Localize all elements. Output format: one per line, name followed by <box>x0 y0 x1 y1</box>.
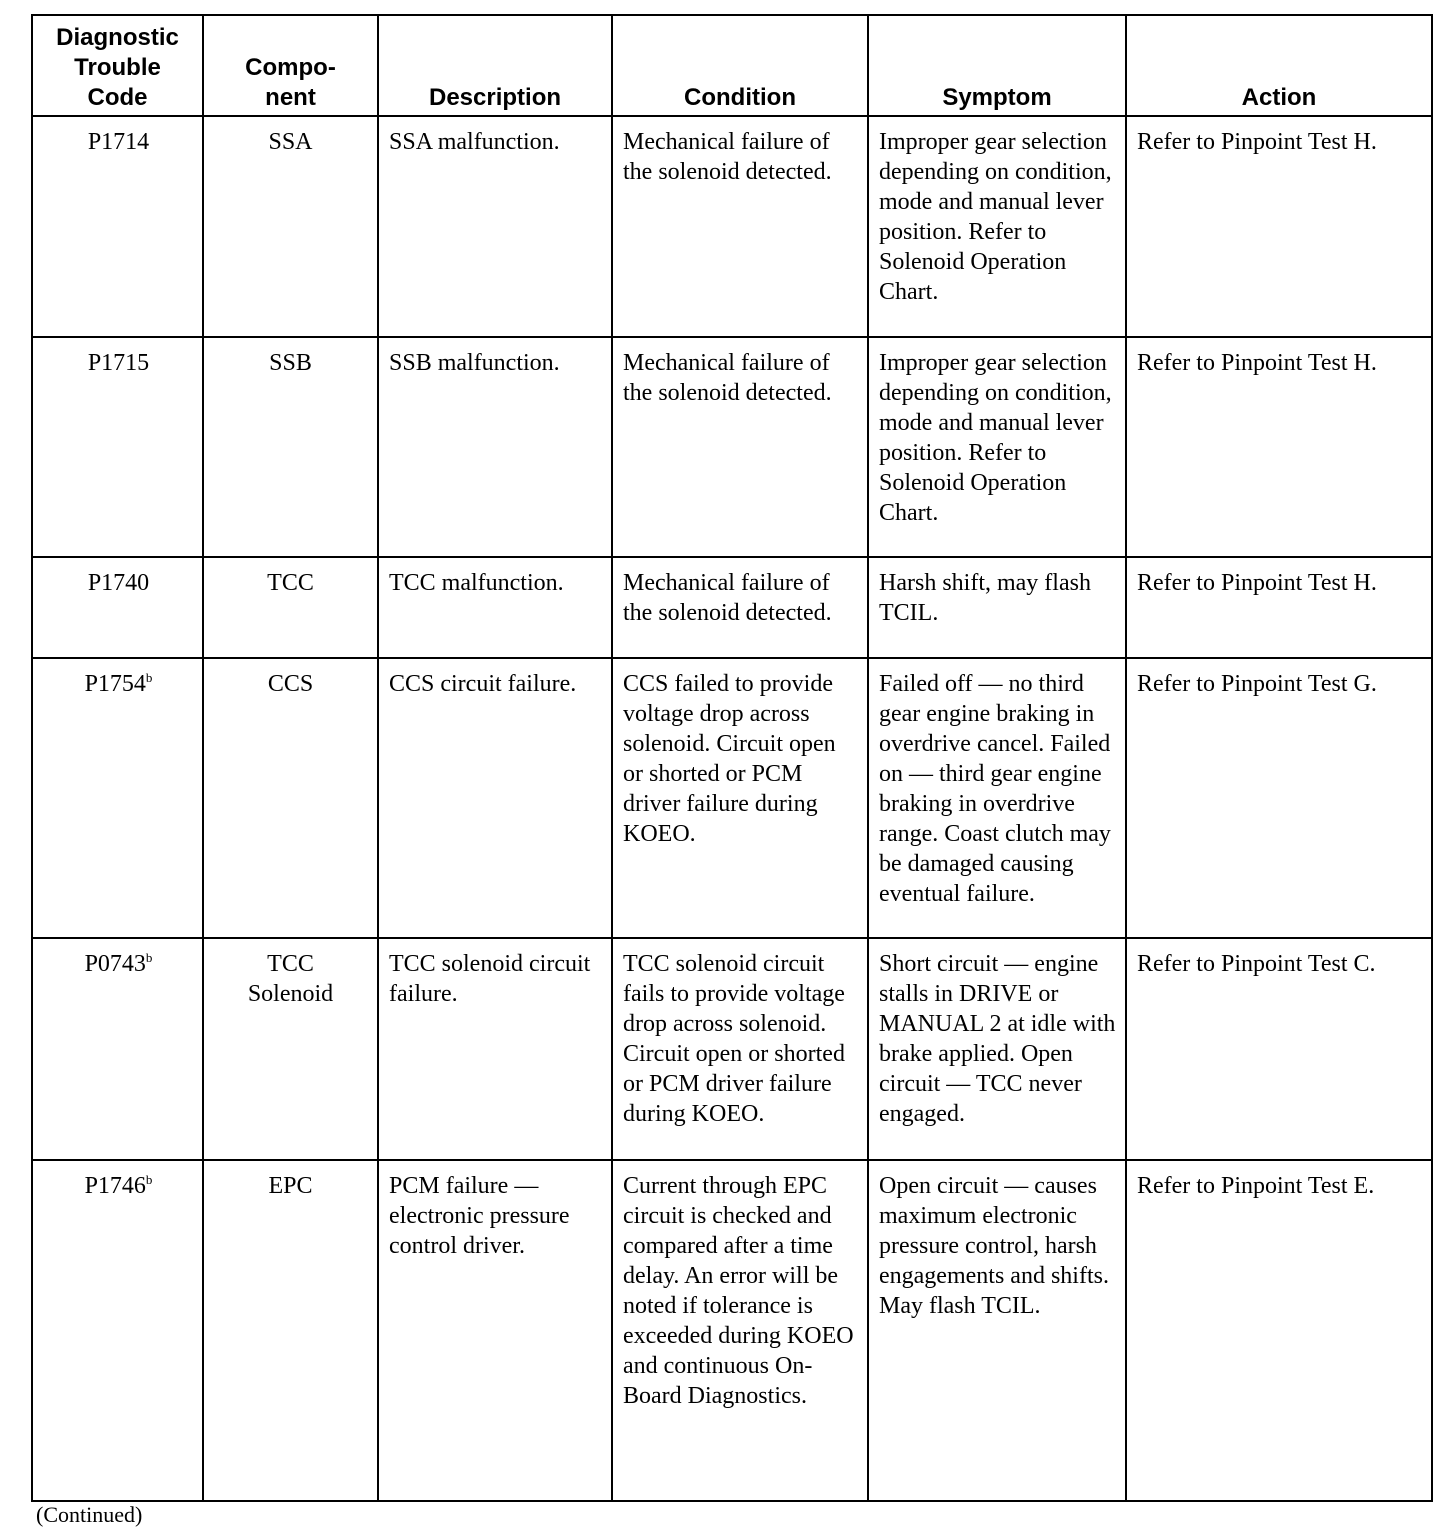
table-row <box>32 337 1432 557</box>
action-text: Refer to Pinpoint Test H. <box>1137 350 1377 376</box>
header-description: Description <box>378 15 612 116</box>
cell-symptom <box>868 658 1126 938</box>
cell-description <box>378 1160 612 1501</box>
description-text: CCS circuit failure. <box>389 671 577 697</box>
description-text: SSB malfunction. <box>389 350 560 376</box>
header-condition: Condition <box>612 15 868 116</box>
cell-component <box>203 938 378 1160</box>
description-text: TCC solenoid circuit failure. <box>389 951 591 1007</box>
cell-symptom <box>868 337 1126 557</box>
table-header-row <box>32 15 1432 116</box>
condition-text: Mechanical failure of the solenoid detected. <box>623 570 832 626</box>
condition-text: TCC solenoid circuit fails to provide voltage drop across solenoid. Circuit open or shorted or PCM driver failure during KOEO. <box>623 951 845 1127</box>
action-text: Refer to Pinpoint Test E. <box>1137 1173 1375 1199</box>
header-symptom: Symptom <box>868 15 1126 116</box>
component-text: TCC <box>267 570 314 596</box>
header-action: Action <box>1126 15 1432 116</box>
cell-component <box>203 557 378 658</box>
symptom-text: Open circuit — causes maximum electronic pressure control, harsh engagements and shifts. May flash TCIL. <box>879 1173 1109 1319</box>
cell-condition <box>612 116 868 337</box>
code-text: P0743 <box>84 951 146 977</box>
symptom-text: Short circuit — engine stalls in DRIVE or MANUAL 2 at idle with brake applied. Open circuit — TCC never engaged. <box>879 951 1116 1127</box>
cell-symptom <box>868 1160 1126 1501</box>
action-text: Refer to Pinpoint Test G. <box>1137 671 1377 697</box>
cell-symptom <box>868 116 1126 337</box>
code-text: P1754 <box>84 671 146 697</box>
cell-action <box>1126 557 1432 658</box>
dtc-table <box>31 14 1433 1502</box>
continued-note: (Continued) <box>36 1502 143 1527</box>
header-code: Diagnostic Trouble Code <box>32 15 203 116</box>
description-text: TCC malfunction. <box>389 570 564 596</box>
cell-symptom <box>868 557 1126 658</box>
cell-condition <box>612 1160 868 1501</box>
component-text: CCS <box>267 671 314 697</box>
cell-description <box>378 658 612 938</box>
action-text: Refer to Pinpoint Test H. <box>1137 129 1377 155</box>
symptom-text: Improper gear selection depending on condition, mode and manual lever position. Refer to Solenoid Operation Chart. <box>879 350 1112 526</box>
footnote-marker: b <box>145 950 153 965</box>
cell-action <box>1126 1160 1432 1501</box>
condition-text: Mechanical failure of the solenoid detected. <box>623 350 832 406</box>
component-text: TCC Solenoid <box>247 951 334 1007</box>
table-row <box>32 658 1432 938</box>
cell-code <box>32 337 203 557</box>
description-text: SSA malfunction. <box>389 129 560 155</box>
condition-text: Current through EPC circuit is checked and compared after a time delay. An error will be noted if tolerance is exceeded during KOEO and continuous On-Board Diagnostics. <box>623 1173 854 1409</box>
action-text: Refer to Pinpoint Test C. <box>1137 951 1376 977</box>
table-row <box>32 557 1432 658</box>
action-text: Refer to Pinpoint Test H. <box>1137 570 1377 596</box>
cell-component <box>203 1160 378 1501</box>
cell-action <box>1126 938 1432 1160</box>
cell-description <box>378 557 612 658</box>
cell-code <box>32 557 203 658</box>
table-row <box>32 116 1432 337</box>
footnote-marker: b <box>145 670 153 685</box>
cell-description <box>378 337 612 557</box>
code-text: P1746 <box>84 1173 146 1199</box>
cell-description <box>378 116 612 337</box>
code-text: P1740 <box>87 570 150 596</box>
cell-condition <box>612 337 868 557</box>
header-component: Compo-nent <box>203 15 378 116</box>
cell-condition <box>612 557 868 658</box>
component-text: EPC <box>268 1173 313 1199</box>
code-text: P1714 <box>87 129 150 155</box>
cell-description <box>378 938 612 1160</box>
symptom-text: Harsh shift, may flash TCIL. <box>879 570 1091 626</box>
cell-symptom <box>868 938 1126 1160</box>
code-text: P1715 <box>87 350 150 376</box>
cell-action <box>1126 658 1432 938</box>
cell-component <box>203 116 378 337</box>
cell-code <box>32 658 203 938</box>
table-row <box>32 1160 1432 1501</box>
cell-code <box>32 1160 203 1501</box>
cell-action <box>1126 116 1432 337</box>
cell-component <box>203 337 378 557</box>
cell-code <box>32 116 203 337</box>
cell-action <box>1126 337 1432 557</box>
condition-text: Mechanical failure of the solenoid detected. <box>623 129 832 185</box>
description-text: PCM failure — electronic pressure control driver. <box>389 1173 570 1259</box>
symptom-text: Improper gear selection depending on condition, mode and manual lever position. Refer to Solenoid Operation Chart. <box>879 129 1112 305</box>
condition-text: CCS failed to provide voltage drop across solenoid. Circuit open or shorted or PCM driver failure during KOEO. <box>623 671 836 847</box>
footnote-marker: b <box>145 1172 153 1187</box>
component-text: SSB <box>269 350 312 376</box>
table-row <box>32 938 1432 1160</box>
cell-component <box>203 658 378 938</box>
component-text: SSA <box>268 129 313 155</box>
cell-code <box>32 938 203 1160</box>
cell-condition <box>612 658 868 938</box>
cell-condition <box>612 938 868 1160</box>
symptom-text: Failed off — no third gear engine braking in overdrive cancel. Failed on — third gear engine braking in overdrive range. Coast clutch may be damaged causing eventual failure. <box>879 671 1111 907</box>
